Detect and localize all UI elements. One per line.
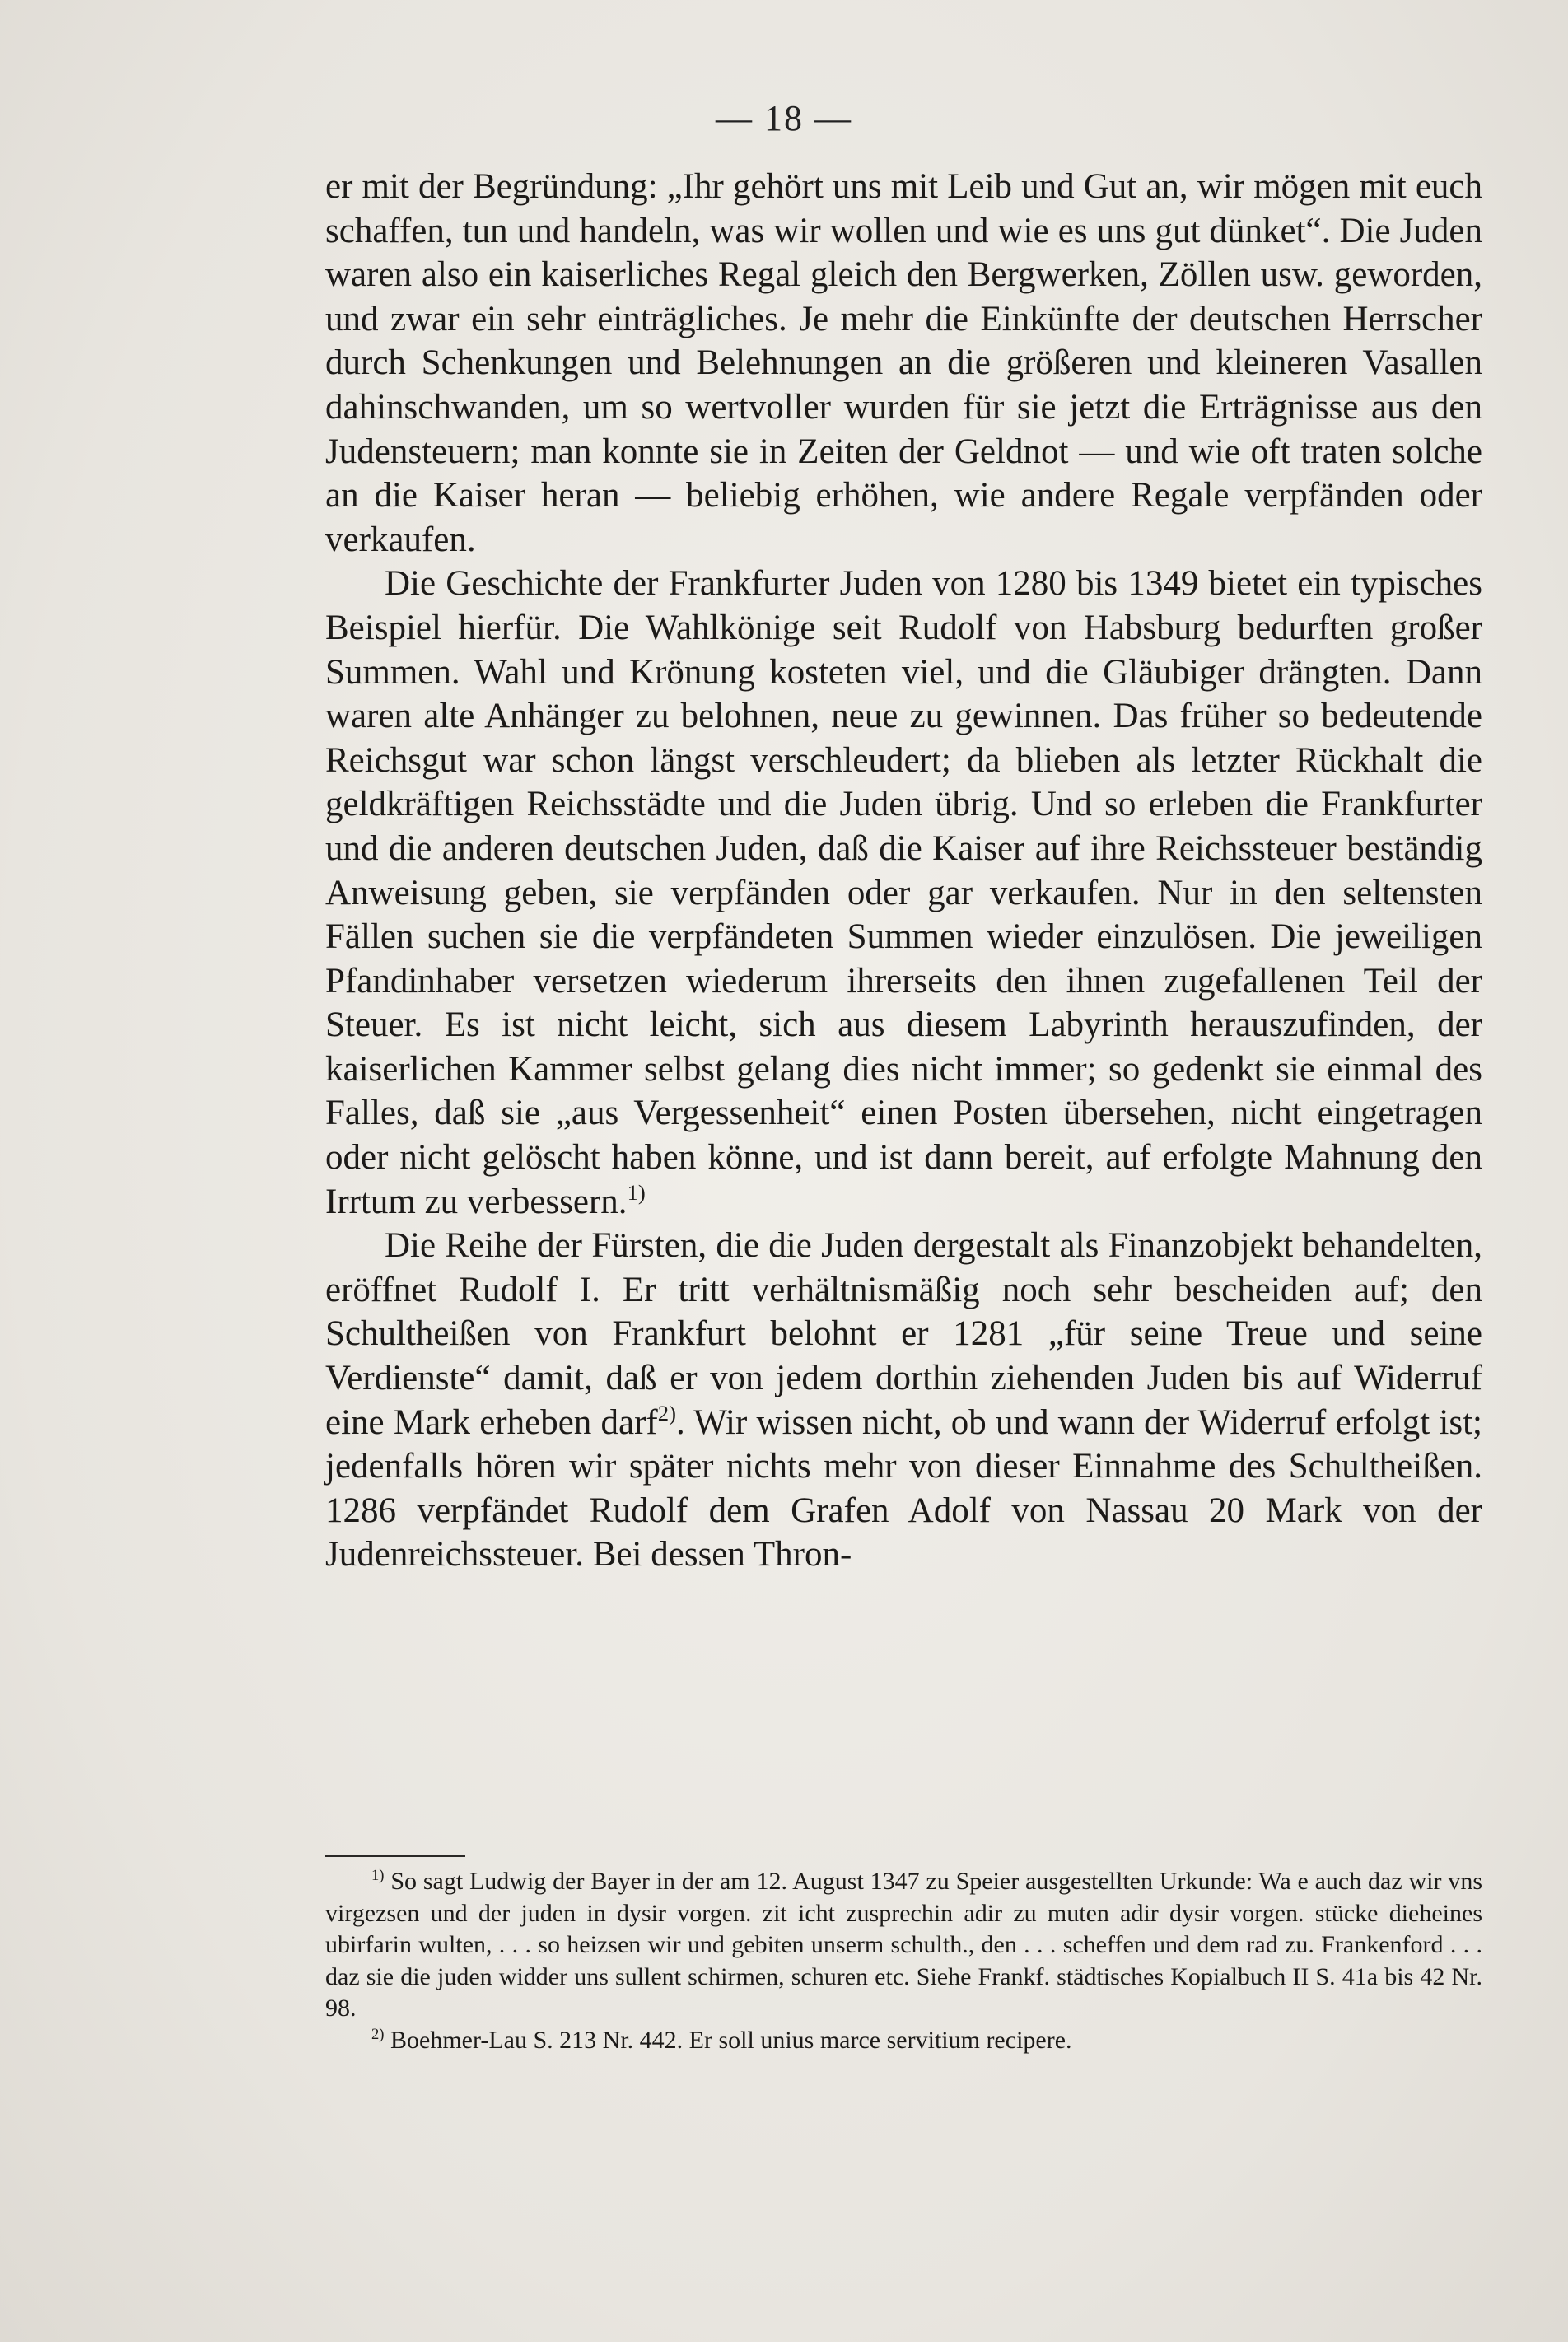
page-number: — 18 — — [716, 98, 852, 138]
footnote-ref-2[interactable]: 2) — [657, 1400, 676, 1425]
paragraph-1 — [325, 165, 1482, 562]
footnote-1-text: So sagt Ludwig der Bayer in der am 12. August 1347 zu Speier ausgestellten Urkunde: Wa e auch daz wir vns virgezsen und der juden in dysir vorgen. zit icht zusprechin adir zu muten adir dysir vorgen. stücke dieheines ubirfarin wulten, . . . so heizsen wir und gebiten unserm schulth., den . . . scheffen und dem rad zu. Frankenford . . . daz sie die juden widder uns sullent schirmen, schuren etc. Siehe Frankf. städtisches Kopialbuch II S. 41a bis 42 Nr. 98. — [325, 1868, 1482, 2022]
footnote-ref-1[interactable]: 1) — [627, 1179, 646, 1205]
footnote-2-mark: 2) — [371, 2025, 385, 2043]
paragraph-3-text-cont: . Wir wissen nicht, ob und wann der Widerruf erfolgt ist; jedenfalls hören wir später nichts mehr von dieser Einnahme des Schultheißen. 1286 verpfändet Rudolf dem Grafen Adolf von Nassau 20 Mark von der Judenreichssteuer. Bei dessen Thron- — [325, 1402, 1483, 1575]
footnotes — [325, 1866, 1482, 2056]
paragraph-3-text: Die Reihe der Fürsten, die die Juden dergestalt als Finanzobjekt behandelten, eröffnet Rudolf I. Er tritt verhältnismäßig noch sehr bescheiden auf; den Schultheißen von Frankfurt belohnt er 1281 „für seine Treue und seine Verdienste“ damit, daß er von jedem dorthin ziehenden Juden bis auf Widerruf eine Mark erheben darf — [325, 1226, 1482, 1442]
footnote-1-mark: 1) — [371, 1866, 385, 1884]
footnote-2-text: Boehmer-Lau S. 213 Nr. 442. Er soll unius marce servitium recipere. — [384, 2026, 1072, 2054]
footnote-2 — [325, 2025, 1482, 2057]
footnote-1 — [325, 1866, 1482, 2025]
paragraph-3 — [325, 1224, 1482, 1577]
body-text — [325, 165, 1482, 1577]
footnote-divider — [325, 1855, 465, 1857]
paragraph-1-text: er mit der Begründung: „Ihr gehört uns mit Leib und Gut an, wir mögen mit euch schaffen, tun und handeln, was wir wollen und wie es uns gut dünket“. Die Juden waren also ein kaiserliches Regal gleich den Bergwerken, Zöllen usw. geworden, und zwar ein sehr einträgliches. Je mehr die Einkünfte der deutschen Herrscher durch Schenkungen und Belehnungen an die größeren und kleineren Vasallen dahinschwanden, um so wertvoller wurden für sie jetzt die Erträgnisse aus den Judensteuern; man konnte sie in Zeiten der Geldnot — und wie oft traten solche an die Kaiser heran — beliebig erhöhen, wie andere Regale verpfänden oder verkaufen. — [325, 167, 1482, 559]
paragraph-2-text: Die Geschichte der Frankfurter Juden von 1280 bis 1349 bietet ein typisches Beispiel hierfür. Die Wahlkönige seit Rudolf von Habsburg bedurften großer Summen. Wahl und Krönung kosteten viel, und die Gläubiger drängten. Dann waren alte Anhänger zu belohnen, neue zu gewinnen. Das früher so bedeutende Reichsgut war schon längst verschleudert; da blieben als letzter Rückhalt die geldkräftigen Reichsstädte und die Juden übrig. Und so erleben die Frankfurter und die anderen deutschen Juden, daß die Kaiser auf ihre Reichssteuer beständig Anweisung geben, sie verpfänden oder gar verkaufen. Nur in den seltensten Fällen suchen sie die verpfändeten Summen wieder einzulösen. Die jeweiligen Pfandinhaber versetzen wiederum ihrerseits den ihnen zugefallenen Teil der Steuer. Es ist nicht leicht, sich aus diesem Labyrinth herauszufinden, der kaiserlichen Kammer selbst gelang dies nicht immer; so gedenkt sie einmal des Falles, daß sie „aus Vergessenheit“ einen Posten übersehen, nicht eingetragen oder nicht gelöscht haben könne, und ist dann bereit, auf erfolgte Mahnung den Irrtum zu verbessern. — [325, 564, 1482, 1221]
paragraph-2 — [325, 562, 1482, 1224]
